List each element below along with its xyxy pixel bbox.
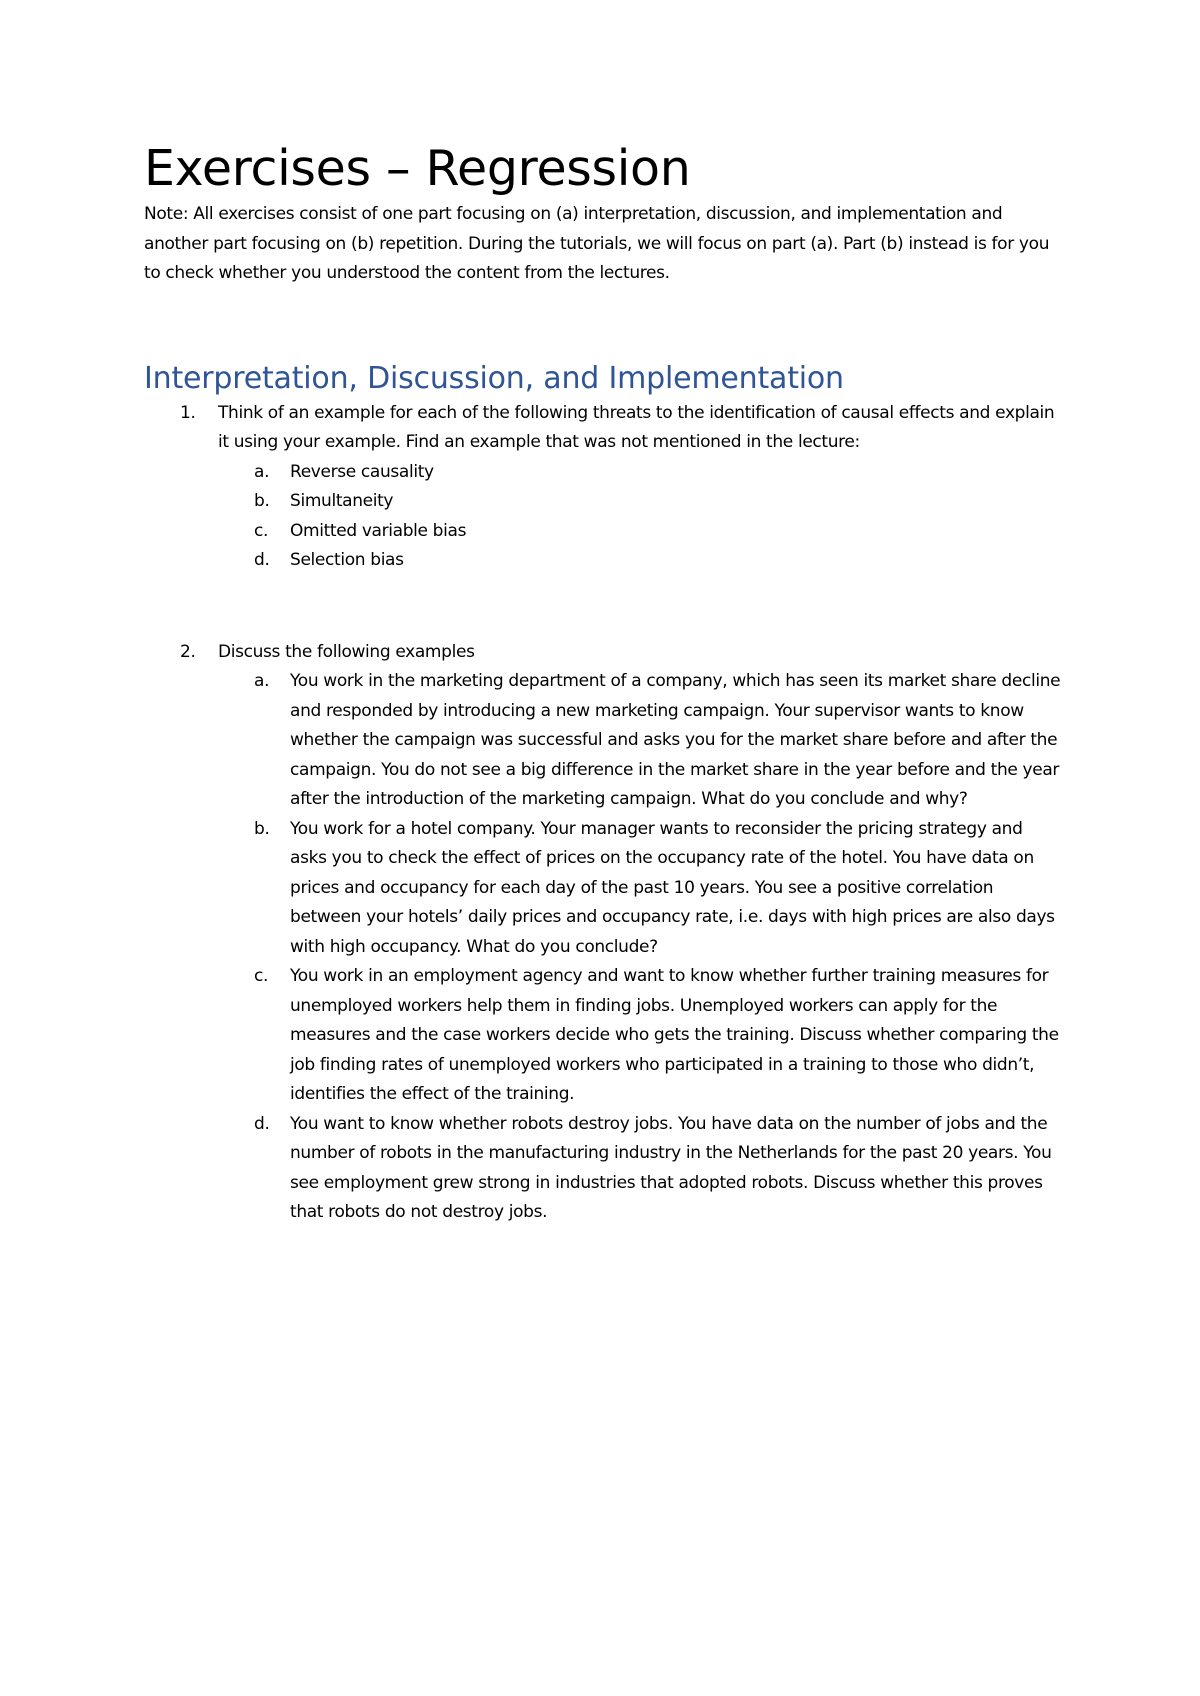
sub-item <box>218 1110 1064 1228</box>
exercise-number: 1. <box>180 402 196 423</box>
sub-item <box>218 458 1064 488</box>
exercise-number: 2. <box>180 641 196 662</box>
sub-item-text: Selection bias <box>290 550 404 570</box>
sub-item-text: Simultaneity <box>290 491 394 511</box>
sub-item-letter: a. <box>254 461 270 482</box>
sub-item <box>218 667 1064 815</box>
sub-item <box>218 962 1064 1110</box>
sub-item-text: You work in the marketing department of a company, which has seen its market share decline and responded by introducing a new marketing campaign. Your supervisor wants to know whether the campaign was successful and asks you for the market share before and after the campaign. You do not see a big difference in the market share in the year before and the year after the introduction of the marketing campaign. What do you conclude and why? <box>290 671 1061 809</box>
exercise-list <box>144 399 1064 1228</box>
sub-item-letter: b. <box>254 818 270 839</box>
sub-item-letter: c. <box>254 520 269 541</box>
document-content <box>144 138 1064 1228</box>
sub-item-letter: b. <box>254 491 270 511</box>
document-title: Exercises – Regression <box>144 140 691 197</box>
sub-item-text: You want to know whether robots destroy jobs. You have data on the number of jobs and the number of robots in the manufacturing industry in the Netherlands for the past 20 years. You see employment grew strong in industries that adopted robots. Discuss whether this proves that robots do not destroy jobs. <box>290 1113 1052 1222</box>
sub-item-text: Reverse causality <box>290 461 434 482</box>
sub-item-text: You work in an employment agency and want to know whether further training measures for unemployed workers help them in finding jobs. Unemployed workers can apply for the measures and the case workers decide who gets the training. Discuss whether comparing the job finding rates of unemployed workers who participated in a training to those who didn’t, identifies the effect of the training. <box>290 966 1059 1104</box>
note-paragraph: Note: All exercises consist of one part focusing on (a) interpretation, discussion, and implementation and another part focusing on (b) repetition. During the tutorials, we will focus on part (a). Part (b) instead is for you to check whether you understood the content from the lectures. <box>144 204 1050 283</box>
exercise-item <box>144 399 1064 576</box>
sub-item-letter: a. <box>254 671 270 691</box>
exercise-text: Think of an example for each of the following threats to the identification of causal effects and explain it using your example. Find an example that was not mentioned in the lecture: <box>218 402 1055 452</box>
sub-item <box>218 815 1064 963</box>
sub-item-letter: d. <box>254 1113 270 1134</box>
sub-item-text: You work for a hotel company. Your manager wants to reconsider the pricing strategy and asks you to check the effect of prices on the occupancy rate of the hotel. You have data on prices and occupancy for each day of the past 10 years. You see a positive correlation between your hotels’ daily prices and occupancy rate, i.e. days with high prices are also days with high occupancy. What do you conclude? <box>290 818 1055 957</box>
sub-item <box>218 546 1064 576</box>
sub-item-letter: d. <box>254 550 270 570</box>
sub-item <box>218 517 1064 547</box>
sub-item-list <box>218 458 1064 576</box>
sub-item-list <box>218 667 1064 1228</box>
section-heading: Interpretation, Discussion, and Implementation <box>144 360 844 396</box>
exercise-text: Discuss the following examples <box>218 641 475 662</box>
sub-item-letter: c. <box>254 966 269 986</box>
sub-item-text: Omitted variable bias <box>290 520 467 541</box>
exercise-item <box>144 638 1064 1228</box>
sub-item <box>218 487 1064 517</box>
